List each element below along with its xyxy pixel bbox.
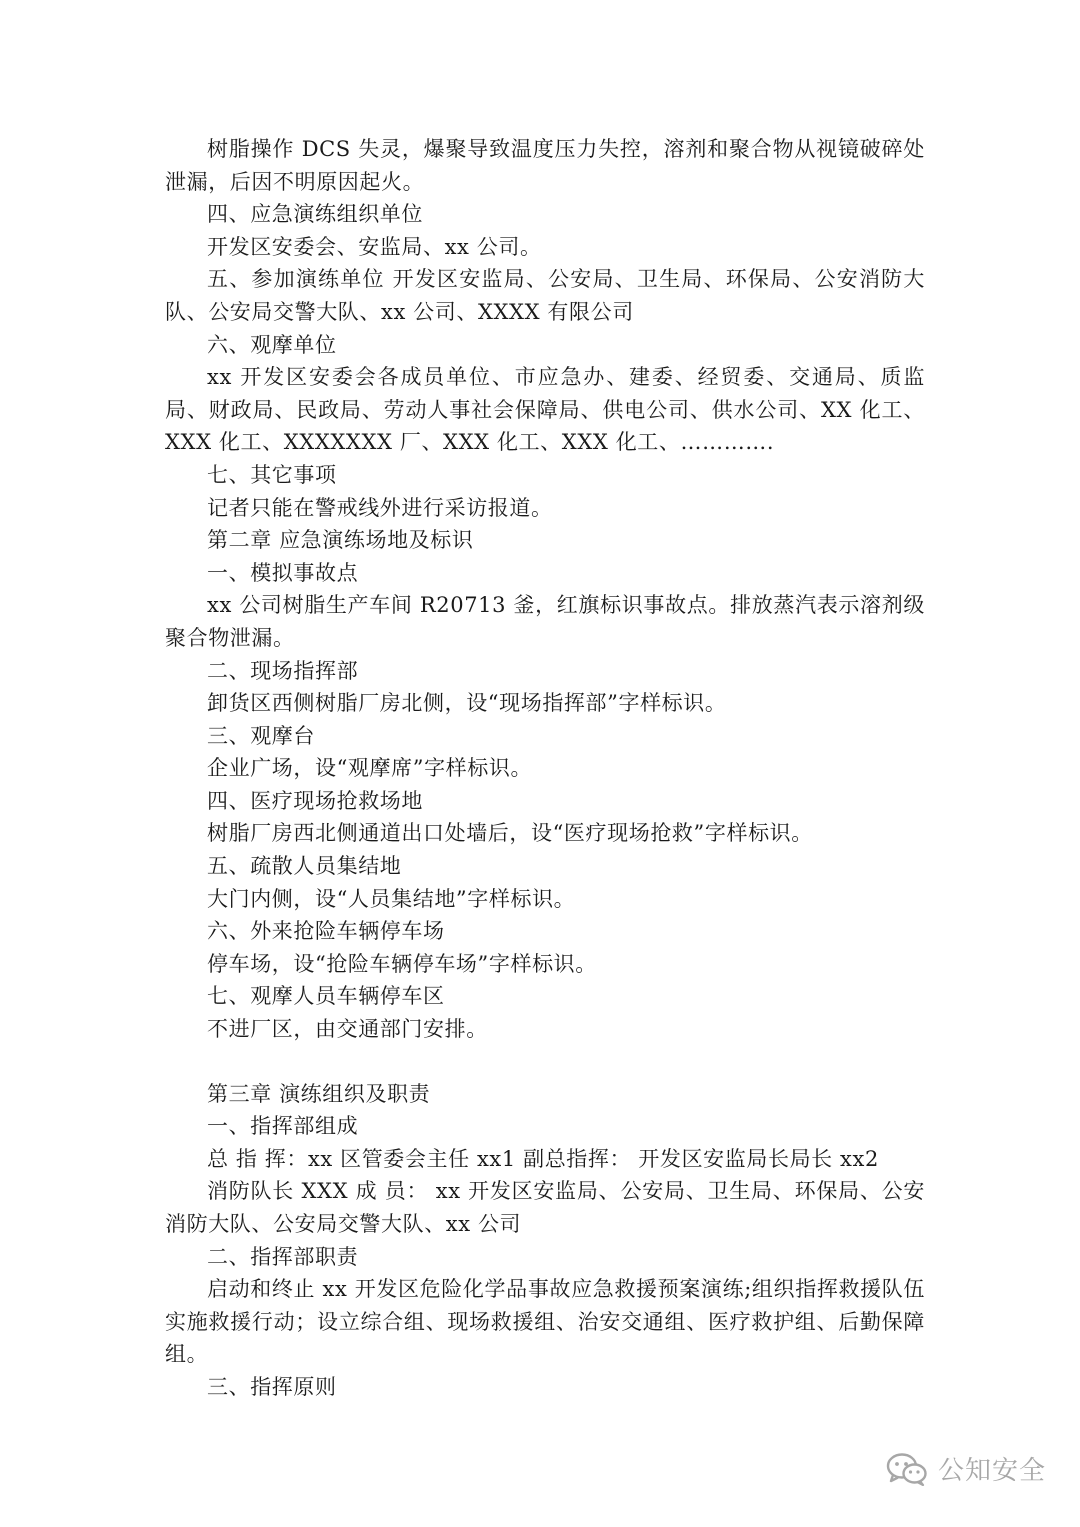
paragraph: 启动和终止 xx 开发区危险化学品事故应急救援预案演练;组织指挥救援队伍实施救援行动；设立综合组、现场救援组、治安交通组、医疗救护组、后勤保障组。 [165,1277,925,1367]
section-heading: 六、观摩单位 [207,332,337,357]
section-heading: 三、观摩台 [207,723,315,748]
paragraph: 树脂厂房西北侧通道出口处墙后，设“医疗现场抢救”字样标识。 [207,821,813,846]
paragraph: 卸货区西侧树脂厂房北侧，设“现场指挥部”字样标识。 [207,691,727,716]
paragraph: 不进厂区，由交通部门安排。 [207,1017,488,1042]
wechat-icon [886,1452,928,1486]
chapter-heading: 第三章 演练组织及职责 [207,1081,431,1106]
paragraph: 树脂操作 DCS 失灵，爆聚导致温度压力失控，溶剂和聚合物从视镜破碎处泄漏，后因不明原因起火。 [165,137,925,194]
section-heading: 二、指挥部职责 [207,1244,359,1269]
section-heading: 三、指挥原则 [207,1374,337,1399]
document-body [165,133,925,1404]
paragraph: 大门内侧，设“人员集结地”字样标识。 [207,886,576,911]
paragraph: 五、参加演练单位 开发区安监局、公安局、卫生局、环保局、公安消防大队、公安局交警大队、xx 公司、XXXX 有限公司 [165,267,925,324]
section-heading: 四、医疗现场抢救场地 [207,788,423,813]
section-heading: 七、观摩人员车辆停车区 [207,984,445,1009]
section-heading: 二、现场指挥部 [207,658,359,683]
paragraph: 企业广场，设“观摩席”字样标识。 [207,756,533,781]
section-heading: 七、其它事项 [207,462,337,487]
section-heading: 六、外来抢险车辆停车场 [207,919,445,944]
section-heading: 五、疏散人员集结地 [207,854,402,879]
paragraph: 开发区安委会、安监局、xx 公司。 [207,234,542,259]
section-heading: 一、指挥部组成 [207,1114,359,1139]
paragraph: 消防队长 XXX 成 员： xx 开发区安监局、公安局、卫生局、环保局、公安消防大队、公安局交警大队、xx 公司 [165,1179,925,1236]
paragraph: 记者只能在警戒线外进行采访报道。 [207,495,553,520]
section-heading: 四、应急演练组织单位 [207,202,423,227]
watermark [886,1450,1046,1487]
paragraph: 总 指 挥：xx 区管委会主任 xx1 副总指挥： 开发区安监局长局长 xx2 [207,1146,879,1171]
paragraph: xx 公司树脂生产车间 R20713 釜，红旗标识事故点。排放蒸汽表示溶剂级聚合物泄漏。 [165,593,925,650]
paragraph: xx 开发区安委会各成员单位、市应急办、建委、经贸委、交通局、质监局、财政局、民政局、劳动人事社会保障局、供电公司、供水公司、XX 化工、XXX 化工、XXXXXXX 厂、XXX 化工、XXX 化工、…………. [165,365,925,455]
section-heading: 一、模拟事故点 [207,560,359,585]
watermark-text: 公知安全 [937,1456,1046,1486]
chapter-heading: 第二章 应急演练场地及标识 [207,528,474,553]
paragraph: 停车场，设“抢险车辆停车场”字样标识。 [207,951,597,976]
